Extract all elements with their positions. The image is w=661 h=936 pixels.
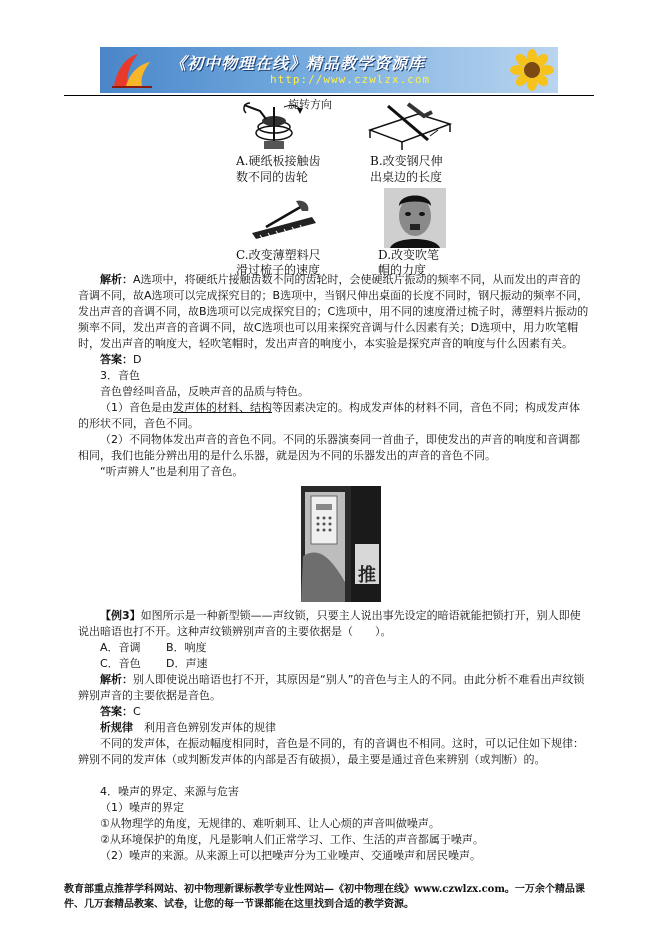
option-b: B．响度 [166, 641, 207, 654]
footer-line-2: 件、几万套精品教案、试卷，让您的每一节课都能在这里找到合适的教学资源。 [64, 899, 414, 910]
answer-1-label: 答案： [100, 353, 133, 366]
ruler-table-figure-icon [368, 100, 452, 150]
site-url[interactable]: http://www.czwlzx.com [270, 73, 431, 86]
example-3-text: 如图所示是一种新型锁——声纹锁，只要主人说出事先设定的暗语就能把锁打开，别人即使说出暗语也打不开。这种声纹锁辨别声音的主要依据是（ ）。 [78, 609, 581, 638]
analysis-2 [78, 672, 590, 704]
rotation-direction-label: 旋转方向 [288, 98, 332, 111]
section-4-sub-1: （1）噪声的界定 [100, 801, 184, 814]
analysis-2-label: 解析： [100, 673, 133, 686]
option-d: D．声速 [166, 657, 208, 670]
site-title: 《初中物理在线》精品教学资源库 [170, 54, 426, 73]
section-3-title: 3．音色 [100, 369, 140, 382]
answer-1 [78, 352, 590, 368]
caption-b-line2: 出桌边的长度 [370, 170, 443, 184]
section-3-point-3: “听声辨人”也是利用了音色。 [100, 465, 244, 478]
rule-heading [78, 720, 590, 736]
caption-c-line2: 滑过梳子的速度 [236, 263, 321, 277]
door-push-sign: 推 [358, 565, 376, 586]
rule-title: 利用音色辨别发声体的规律 [144, 721, 276, 734]
caption-a-line2: 数不同的齿轮 [236, 170, 309, 184]
section-3-point-1-end: 等因素决定的。构成发声体的材料不同，音色不同；构成发声体的形状不同，音色不同。 [78, 401, 580, 430]
example-3-label: 【例3】 [100, 609, 141, 622]
sunflower-icon [510, 49, 554, 91]
rule-label: 析规律 [100, 721, 133, 734]
caption-b-line1: B.改变钢尺伸 [370, 154, 443, 168]
section-4-point-2: ②从环境保护的角度，凡是影响人们正常学习、工作、生活的声音都属于噪声。 [100, 833, 484, 846]
caption-c-line1: C.改变薄塑料尺 [236, 248, 321, 262]
analysis-1-label: 解析： [100, 273, 133, 286]
answer-2 [78, 704, 590, 720]
analysis-1-text: A选项中，将硬纸片接触齿数不同的齿轮时，会使硬纸片振动的频率不同，从而发出的声音的音调不同，故A选项可以完成探究目的；B选项中，当钢尺伸出桌面的长度不同时，钢尺振动的频率不同，发出声音的音调不同，故B选项可以完成探究目的；C选项中，用不同的速度滑过梳子时，薄塑料片振动的频率不同，发出声音的音调不同，故C选项也可以用来探究音调与什么因素有关；D选项中，用力吹笔帽时，发出声音的响度大，轻吹笔帽时，发出声音的响度小，本实验是探究声音的响度与什么因素有关。 [78, 273, 589, 350]
site-logo-icon [108, 50, 154, 90]
answer-2-label: 答案： [100, 705, 133, 718]
caption-a-line1: A.硬纸板接触齿 [236, 154, 321, 168]
section-3-point-1-underline: 发声体的材料、结构 [173, 401, 272, 414]
page-footer [64, 882, 594, 912]
caption-d-line2: 帽的力度 [378, 263, 427, 277]
analysis-1 [78, 272, 590, 352]
footer-line-1: 教育部重点推荐学科网站、初中物理新课标教学专业性网站—《初中物理在线》www.czwlzx.com。一万余个精品课 [64, 884, 585, 895]
header-banner [100, 47, 558, 93]
header-rule [64, 95, 594, 96]
section-3-point-2: （2）不同物体发出声音的音色不同。不同的乐器演奏同一首曲子，即使发出的声音的响度和音调都相同，我们也能分辨出用的是什么乐器，就是因为不同的乐器发出的声音的音色不同。 [78, 433, 580, 462]
answer-1-value: D [133, 353, 142, 366]
section-3-intro: 音色曾经叫音品，反映声音的品质与特色。 [100, 385, 309, 398]
analysis-2-text: 别人即使说出暗语也打不开，其原因是“别人”的音色与主人的不同。由此分析不难看出声纹锁辨别声音的主要依据是音色。 [78, 673, 585, 702]
section-4-point-3: （2）噪声的来源。从来源上可以把噪声分为工业噪声、交通噪声和居民噪声。 [100, 849, 481, 862]
blowing-person-figure-icon [384, 188, 446, 248]
caption-d-line1: D.改变吹笔 [378, 248, 440, 262]
section-4-title: 4．噪声的界定、来源与危害 [100, 785, 239, 798]
comb-figure-icon [248, 197, 324, 241]
option-c: C．音色 [100, 657, 141, 670]
section-3-point-1 [78, 400, 590, 432]
example-3 [78, 608, 590, 640]
answer-2-value: C [133, 705, 141, 718]
option-a: A．音调 [100, 641, 141, 654]
rule-text: 不同的发声体，在振动幅度相同时，音色是不同的，有的音调也不相同。这时，可以记住如下规律：辨别不同的发声体（或判断发声体的内部是否有破损），最主要是通过音色来辨别（或判断）的。 [78, 737, 584, 766]
section-3-point-1-start: （1）音色是由 [100, 401, 173, 414]
section-4-point-1: ①从物理学的角度，无规律的、难听刺耳、让人心烦的声音叫做噪声。 [100, 817, 440, 830]
